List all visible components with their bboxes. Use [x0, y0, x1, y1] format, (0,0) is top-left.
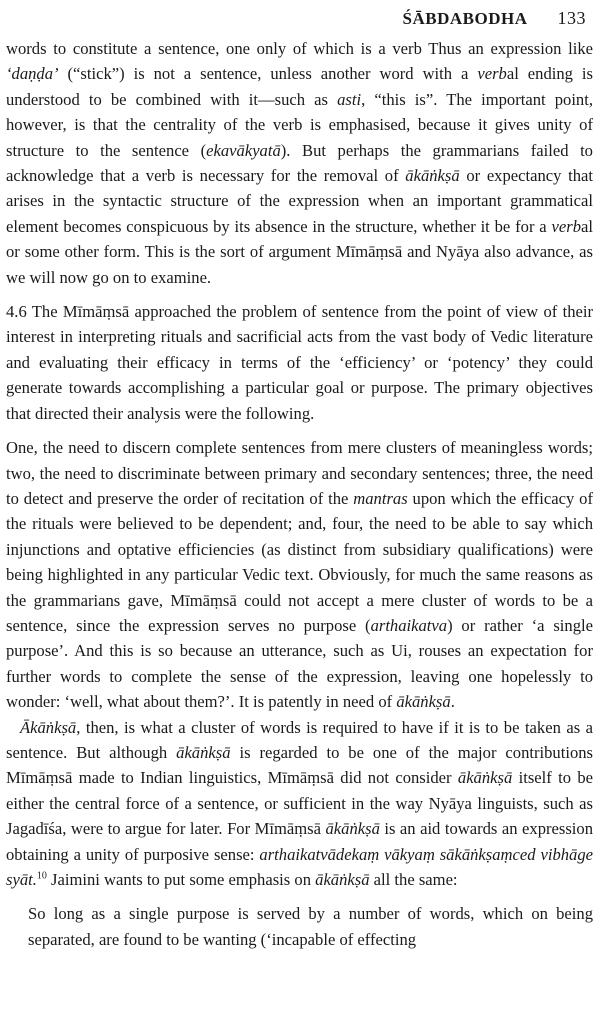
paragraph-objectives	[6, 435, 593, 714]
text-run: Jaimini wants to put some emphasis on	[46, 870, 316, 889]
paragraph-verb-centrality	[6, 36, 593, 290]
italic-term: ākāṅkṣā	[396, 692, 451, 712]
italic-term: mantras	[353, 488, 408, 508]
running-header	[403, 8, 586, 30]
italic-term: Ākāṅkṣā	[20, 717, 77, 737]
text-run: is regarded to be one of the major contributions Mīmāṃsā made to Indian linguistics, Mīmāṃsā did not consider	[6, 742, 593, 788]
body-text	[6, 36, 593, 952]
text-run: .	[450, 692, 455, 712]
text-run: (“stick”) is not a sentence, unless another word with a	[58, 64, 478, 84]
text-run: words to constitute a sentence, one only of which is a verb Thus an expression like	[6, 39, 593, 58]
text-run: upon which the efficacy of the rituals were believed to be dependent; and, four, the need to be able to say which injunctions and optative efficiencies (as distinct from subsidiary qualifications) were being highlighted in any particular Vedic text. Obviously, for much the same reasons as the grammarians gave, Mīmāṃsā could not accept a mere cluster of words to be a sentence, since the expression serves no purpose (	[6, 488, 593, 635]
text-run: So long as a single purpose is served by a number of words, which on being separated, are found to be wanting (‘incapable of effecting	[28, 904, 593, 949]
italic-term: arthaikatvādekaṃ vākyaṃ sākāṅkṣaṃced vibhāge syāt.	[6, 844, 593, 889]
text-run: al ending is understood to be combined with it—such as	[6, 64, 593, 109]
text-run: itself to be either the central force of a sentence, or sufficient in the way Nyāya linguists, such as Jagadīśa, were to argue for later. For Mīmāṃsā	[6, 768, 594, 839]
text-run: is an aid towards an expression obtaining a unity of purposive sense:	[6, 819, 593, 864]
paragraph-4-6-mimamsa	[6, 299, 593, 426]
running-title: ŚĀBDABODHA	[402, 9, 528, 28]
text-run: ). But perhaps the grammarians failed to acknowledge that a verb is necessary for the removal of	[6, 140, 593, 186]
italic-term: ākāṅkṣā	[325, 819, 380, 839]
italic-term: ākāṅkṣā	[176, 742, 231, 762]
text-run: all the same:	[369, 870, 458, 889]
italic-term: ākāṅkṣā	[457, 768, 513, 788]
italic-term: asti	[337, 89, 362, 109]
italic-term: arthaikatva	[370, 615, 448, 635]
text-run: al or some other form. This is the sort of argument Mīmāṃsā and Nyāya also advance, as we will now go on to examine.	[6, 216, 593, 287]
text-run: or expectancy that arises in the syntactic structure of the expression when an important grammatical element becomes conspicuous by its absence in the structure, whether it be for a	[6, 166, 593, 236]
italic-term: ākāṅkṣā	[405, 166, 460, 186]
italic-term: ‘daṇḍa’	[6, 64, 59, 84]
text-run: ) or rather ‘a single purpose’. And this is so because an utterance, such as Ui, rouses an expectation for further words to complete the sense of the expression, leaving one hopelessly to wonder: ‘well, what about them?’. It is patently in need of	[6, 615, 593, 712]
italic-term: verb	[551, 216, 582, 236]
text-run: 4.6 The Mīmāṃsā approached the problem of sentence from the point of view of their interest in interpreting rituals and sacrificial acts from the vast body of Vedic literature and evaluating their efficacy in terms of the ‘efficiency’ or ‘potency’ they could generate towards accomplishing a particular goal or purpose. The primary objectives that directed their analysis were the following.	[6, 302, 593, 423]
text-run: One, the need to discern complete sentences from mere clusters of meaningless words; two, the need to discriminate between primary and secondary sentences; three, the need to detect and preserve the order of recitation of the	[6, 438, 593, 508]
page-number: 133	[557, 8, 586, 28]
italic-term: verb	[477, 64, 507, 84]
footnote-ref: 10	[36, 870, 47, 882]
text-run: , “this is”. The important point, however, is that the centrality of the verb is emphasised, because it gives unity of structure to the sentence (	[6, 89, 593, 160]
text-run: , then, is what a cluster of words is required to have if it is to be taken as a sentence. But although	[6, 717, 593, 762]
italic-term: ekavākyatā	[206, 140, 281, 160]
italic-term: ākāṅkṣā	[315, 870, 370, 889]
block-quote-jaimini	[6, 901, 593, 952]
paragraph-akanksa	[6, 715, 593, 893]
